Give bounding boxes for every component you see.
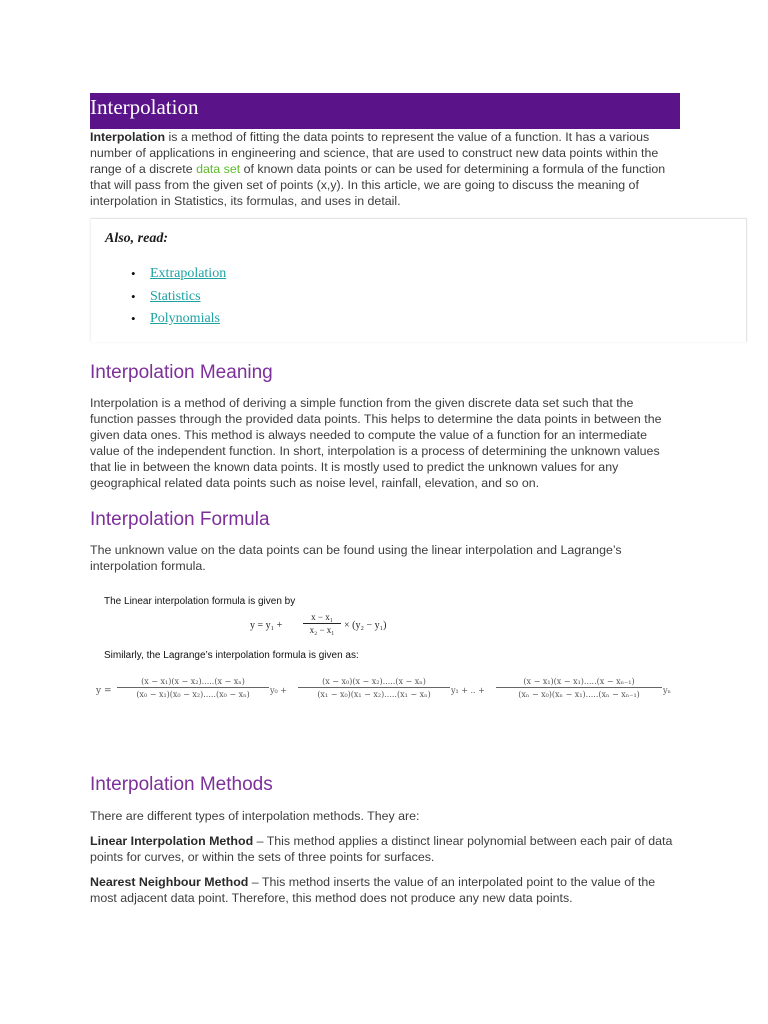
linear-lhs: y = y₁ + xyxy=(250,620,283,631)
bullet-icon: • xyxy=(131,311,136,326)
intro-paragraph xyxy=(90,129,678,209)
also-read-item-statistics[interactable] xyxy=(131,288,226,311)
meaning-paragraph: Interpolation is a method of deriving a simple function from the given discrete data set such that the function passes through the provided data points. This helps to determine the data points in between the given data ones. This method is always needed to compute the value of a function for an intermediate value of the independent function. In short, interpolation is a process of determining the unknown values that lie in between the known data points. It is mostly used to predict the unknown values for any geographical related data points such as noise level, rainfall, elevation, and so on. xyxy=(90,396,662,490)
method-nearest-text: – This method inserts the value of an interpolated point to the value of the most adjacent data point. Therefore, this method does not produce any new data points. xyxy=(90,875,656,905)
also-read-link[interactable]: Polynomials xyxy=(150,311,221,326)
lagrange-term1-den: (x₀ − x₁)(x₀ − x₂).....(x₀ − xₙ) xyxy=(136,690,250,699)
also-read-link[interactable]: Extrapolation xyxy=(150,266,227,281)
method-linear-name: Linear Interpolation Method xyxy=(90,834,254,848)
also-read-list xyxy=(131,265,226,333)
lagrange-term1-num: (x − x₁)(x − x₂).....(x − xₙ) xyxy=(117,677,269,688)
intro-text-2: of known data points or can be used for determining a formula of the function that will pass from the given set of points (x,y). In this article, we are going to discuss the meaning of interpolation in Statistics, its formulas, and uses in detail. xyxy=(90,162,666,208)
lagrange-term2-den: (x₁ − x₀)(x₁ − x₂).....(x₁ − xₙ) xyxy=(317,690,431,699)
data-set-link[interactable]: data set xyxy=(192,162,241,176)
bullet-icon: • xyxy=(131,288,136,304)
also-read-title: Also, read: xyxy=(105,231,168,246)
formula-heading: Interpolation Formula xyxy=(90,509,270,530)
lagrange-term3-num: (x − x₁)(x − x₁).....(x − xₙ₋₁) xyxy=(496,677,662,688)
lagrange-term2-num: (x − x₀)(x − x₂).....(x − xₙ) xyxy=(298,677,450,688)
lagrange-term2-y: y₁ + .. + xyxy=(451,686,485,695)
method-nearest xyxy=(90,874,678,906)
lagrange-term3-den: (xₙ − x₀)(xₙ − x₁).....(xₙ − xₙ₋₁) xyxy=(518,690,640,699)
meaning-heading: Interpolation Meaning xyxy=(90,362,273,383)
formula-paragraph: The unknown value on the data points can be found using the linear interpolation and Lagrange’s interpolation formula. xyxy=(90,543,622,573)
method-linear-text: – This method applies a distinct linear polynomial between each pair of data points for curves, or within the sets of three points for surfaces. xyxy=(90,834,673,864)
methods-intro: There are different types of interpolation methods. They are: xyxy=(90,809,420,823)
page-title: Interpolation xyxy=(90,95,199,119)
lagrange-term3-y: yₙ xyxy=(663,686,671,695)
also-read-item-polynomials[interactable] xyxy=(131,310,226,333)
intro-text-1: is a method of fitting the data points to represent the value of a function. It has a various number of applications in engineering and science, that are used to construct new data points within the range of a discrete xyxy=(90,130,659,176)
linear-numerator: x − x₁ xyxy=(303,612,341,624)
intro-bold-term: Interpolation xyxy=(90,130,166,144)
also-read-box xyxy=(90,218,747,342)
linear-rhs: × (y₂ − y₁) xyxy=(344,620,387,631)
linear-denominator: x₂ − x₁ xyxy=(309,625,335,635)
page-title-bar xyxy=(90,93,680,129)
method-nearest-name: Nearest Neighbour Method xyxy=(90,875,249,889)
lagrange-caption: Similarly, the Lagrange’s interpolation formula is given as: xyxy=(104,650,359,661)
method-linear xyxy=(90,833,678,865)
methods-heading: Interpolation Methods xyxy=(90,774,273,795)
bullet-icon: • xyxy=(131,266,136,281)
formula-figure xyxy=(90,588,710,718)
also-read-link[interactable]: Statistics xyxy=(150,288,201,304)
lagrange-term1-y: y₀ + xyxy=(270,686,287,695)
also-read-item-extrapolation[interactable] xyxy=(131,265,226,288)
linear-caption: The Linear interpolation formula is given by xyxy=(104,596,296,607)
lagrange-lhs: y = xyxy=(96,686,112,696)
